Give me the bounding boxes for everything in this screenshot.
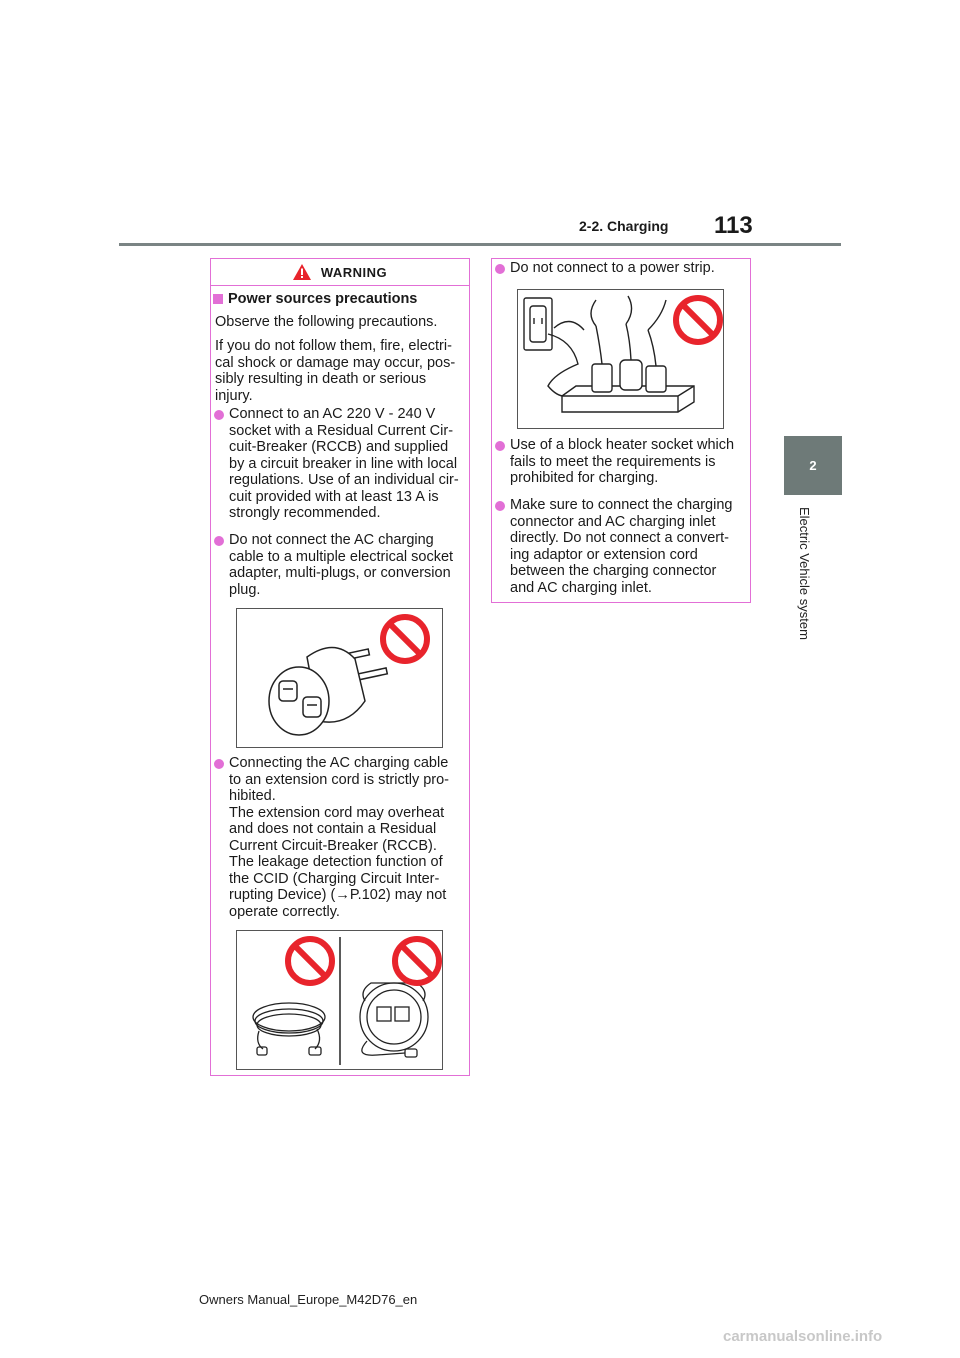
power-strip-icon <box>518 290 723 428</box>
header-divider <box>119 243 841 246</box>
bullet-icon <box>214 759 224 769</box>
square-bullet-icon <box>213 294 223 304</box>
bullet-icon <box>214 536 224 546</box>
prohibition-icon <box>288 939 332 983</box>
illustration-extension-cords <box>236 930 443 1070</box>
page-number: 113 <box>714 212 753 239</box>
bullet-icon <box>495 264 505 274</box>
illustration-power-strip <box>517 289 724 429</box>
section-title: 2-2. Charging <box>579 218 669 234</box>
warning-header <box>211 259 469 286</box>
warning-item-direct-connect: Make sure to connect the charging connector and AC charging inlet directly. Do not connect a convert- ing adaptor or extension cord between the charging connector and AC charging inlet. <box>510 497 733 596</box>
bullet-icon <box>495 501 505 511</box>
extension-cord-icon <box>237 931 442 1069</box>
warning-item-block-heater: Use of a block heater socket which fails to meet the requirements is prohibited for charging. <box>510 437 735 486</box>
adapter-plug-icon <box>237 609 442 747</box>
illustration-adapter <box>236 608 443 748</box>
manual-id: Owners Manual_Europe_M42D76_en <box>199 1292 418 1307</box>
warning-intro: Observe the following precautions. <box>215 314 438 330</box>
warning-item-power-strip: Do not connect to a power strip. <box>510 260 715 276</box>
warning-triangle-icon <box>293 264 311 280</box>
prohibition-icon <box>383 617 427 661</box>
watermark: carmanualsonline.info <box>723 1328 883 1345</box>
prohibition-icon <box>395 939 439 983</box>
warning-title: WARNING <box>320 264 388 280</box>
warning-item-socket: Connect to an AC 220 V - 240 V socket with a Residual Current Cir- cuit-Breaker (RCCB) and supplied by a circuit breaker in line with local regulations. Use of an individual cir- cuit provided with at least 13 A is strongly recommended. <box>229 406 459 521</box>
bullet-icon <box>214 410 224 420</box>
prohibition-icon <box>676 298 720 342</box>
warning-item-adapter: Do not connect the AC charging cable to a multiple electrical socket adapter, multi-plugs, or conversion plug. <box>229 532 454 598</box>
chapter-label: Electric Vehicle system <box>797 507 812 640</box>
warning-item-extension: Connecting the AC charging cable to an extension cord is strictly pro- hibited. The extension cord may overheat and does not contain a Residual Current Circuit-Breaker (RCCB). The leakage detection function of the CCID (Charging Circuit Inter- rupting Device) (→P.102) may not operate correctly. <box>229 755 450 920</box>
warning-consequence: If you do not follow them, fire, electri- cal shock or damage may occur, pos- sibly resulting in death or serious injury. <box>215 338 456 404</box>
chapter-tab: 2 <box>784 436 842 495</box>
warning-heading: Power sources precautions <box>228 291 418 307</box>
bullet-icon <box>495 441 505 451</box>
